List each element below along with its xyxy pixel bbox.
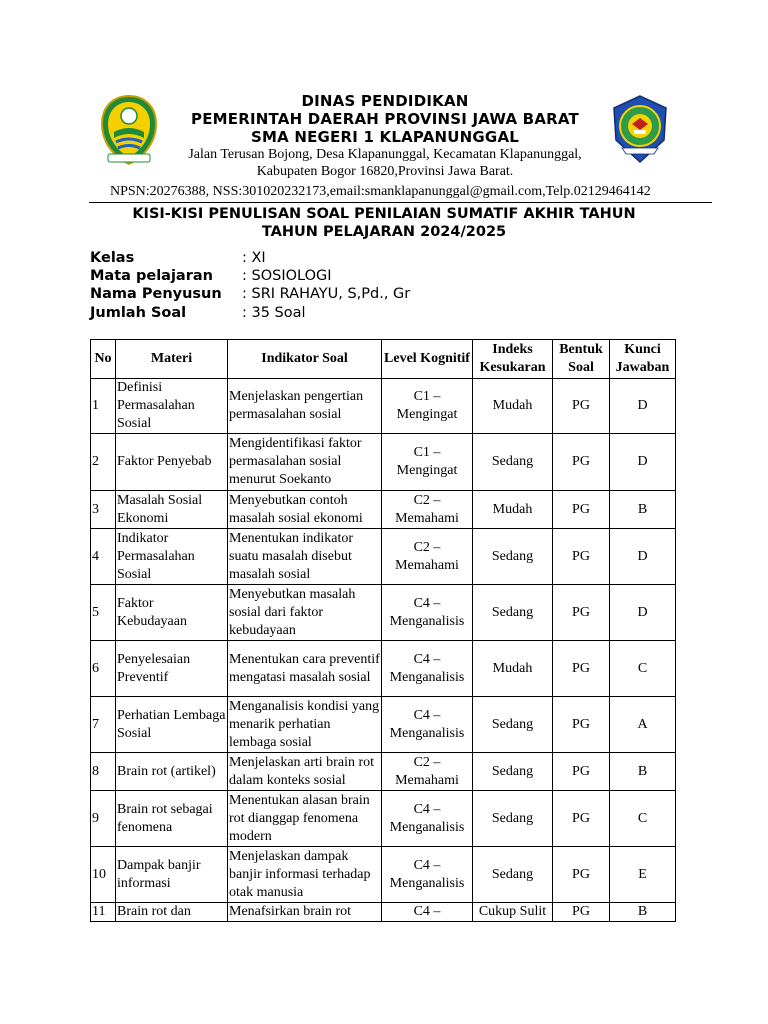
cell-indeks: Sedang bbox=[473, 753, 553, 791]
cell-materi: Masalah Sosial Ekonomi bbox=[116, 491, 228, 529]
info-row-mapel bbox=[90, 267, 410, 285]
cell-indeks: Sedang bbox=[473, 434, 553, 491]
cell-level: C1 – Mengingat bbox=[382, 379, 473, 434]
cell-indikator: Menyebutkan masalah sosial dari faktor kebudayaan bbox=[228, 585, 382, 641]
header-no: No bbox=[91, 340, 116, 379]
cell-no: 9 bbox=[91, 791, 116, 847]
info-label: Kelas bbox=[90, 250, 135, 266]
table-row bbox=[91, 753, 676, 791]
cell-kunci: B bbox=[610, 903, 676, 922]
cell-materi: Brain rot sebagai fenomena bbox=[116, 791, 228, 847]
cell-indikator: Menentukan cara preventif mengatasi masalah sosial bbox=[228, 641, 382, 697]
cell-indikator: Mengidentifikasi faktor permasalahan sosial menurut Soekanto bbox=[228, 434, 382, 491]
cell-bentuk: PG bbox=[553, 753, 610, 791]
cell-level: C4 – Menganalisis bbox=[382, 697, 473, 753]
cell-level: C4 – bbox=[382, 903, 473, 922]
letterhead-address-2: Kabupaten Bogor 16820,Provinsi Jawa Barat. bbox=[256, 164, 514, 179]
cell-materi: Faktor Penyebab bbox=[116, 434, 228, 491]
kisi-kisi-table bbox=[90, 339, 676, 922]
document-title bbox=[89, 206, 679, 241]
cell-kunci: D bbox=[610, 585, 676, 641]
cell-kunci: E bbox=[610, 847, 676, 903]
cell-bentuk: PG bbox=[553, 434, 610, 491]
cell-no: 2 bbox=[91, 434, 116, 491]
header-bentuk: Bentuk Soal bbox=[553, 340, 610, 379]
letterhead-divider bbox=[89, 202, 712, 203]
info-value: : SOSIOLOGI bbox=[242, 268, 332, 285]
cell-bentuk: PG bbox=[553, 847, 610, 903]
cell-kunci: D bbox=[610, 434, 676, 491]
info-row-jumlah bbox=[90, 304, 410, 322]
cell-bentuk: PG bbox=[553, 791, 610, 847]
cell-level: C1 – Mengingat bbox=[382, 434, 473, 491]
cell-indikator: Menentukan alasan brain rot dianggap fenomena modern bbox=[228, 791, 382, 847]
cell-indikator: Menafsirkan brain rot bbox=[228, 903, 382, 922]
table-row bbox=[91, 847, 676, 903]
cell-no: 8 bbox=[91, 753, 116, 791]
cell-indikator: Menganalisis kondisi yang menarik perhatian lembaga sosial bbox=[228, 697, 382, 753]
table-header-row bbox=[91, 340, 676, 379]
header-level: Level Kognitif bbox=[382, 340, 473, 379]
table-row bbox=[91, 434, 676, 491]
letterhead bbox=[80, 92, 690, 199]
cell-materi: Perhatian Lembaga Sosial bbox=[116, 697, 228, 753]
cell-indeks: Sedang bbox=[473, 847, 553, 903]
cell-materi: Brain rot dan bbox=[116, 903, 228, 922]
cell-no: 11 bbox=[91, 903, 116, 922]
cell-kunci: B bbox=[610, 491, 676, 529]
cell-no: 1 bbox=[91, 379, 116, 434]
document-title-line-2: TAHUN PELAJARAN 2024/2025 bbox=[261, 223, 507, 240]
document-title-line-1: KISI-KISI PENULISAN SOAL PENILAIAN SUMATIF AKHIR TAHUN bbox=[132, 206, 636, 222]
cell-indeks: Mudah bbox=[473, 379, 553, 434]
cell-kunci: B bbox=[610, 753, 676, 791]
cell-no: 4 bbox=[91, 529, 116, 585]
letterhead-agency: DINAS PENDIDIKAN bbox=[301, 92, 469, 110]
table-row bbox=[91, 585, 676, 641]
cell-bentuk: PG bbox=[553, 491, 610, 529]
table-row bbox=[91, 529, 676, 585]
cell-bentuk: PG bbox=[553, 529, 610, 585]
cell-level: C2 – Memahami bbox=[382, 529, 473, 585]
cell-level: C4 – Menganalisis bbox=[382, 641, 473, 697]
cell-materi: Definisi Permasalahan Sosial bbox=[116, 379, 228, 434]
cell-level: C2 – Memahami bbox=[382, 753, 473, 791]
document-info bbox=[90, 249, 410, 322]
cell-kunci: D bbox=[610, 379, 676, 434]
cell-kunci: A bbox=[610, 697, 676, 753]
cell-indeks: Mudah bbox=[473, 491, 553, 529]
info-value: : SRI RAHAYU, S,Pd., Gr bbox=[242, 286, 411, 303]
info-value: : XI bbox=[242, 250, 266, 266]
letterhead-government: PEMERINTAH DAERAH PROVINSI JAWA BARAT bbox=[191, 110, 579, 128]
cell-indeks: Mudah bbox=[473, 641, 553, 697]
info-label: Nama Penyusun bbox=[90, 286, 222, 303]
table-row bbox=[91, 791, 676, 847]
cell-level: C2 – Memahami bbox=[382, 491, 473, 529]
cell-materi: Brain rot (artikel) bbox=[116, 753, 228, 791]
letterhead-school: SMA NEGERI 1 KLAPANUNGGAL bbox=[250, 128, 520, 146]
cell-kunci: C bbox=[610, 791, 676, 847]
table-row bbox=[91, 697, 676, 753]
cell-bentuk: PG bbox=[553, 903, 610, 922]
header-kunci: Kunci Jawaban bbox=[610, 340, 676, 379]
header-indeks: Indeks Kesukaran bbox=[473, 340, 553, 379]
cell-materi: Dampak banjir informasi bbox=[116, 847, 228, 903]
header-materi: Materi bbox=[116, 340, 228, 379]
cell-kunci: C bbox=[610, 641, 676, 697]
table-row bbox=[91, 491, 676, 529]
cell-indikator: Menentukan indikator suatu masalah disebut masalah sosial bbox=[228, 529, 382, 585]
cell-materi: Faktor Kebudayaan bbox=[116, 585, 228, 641]
cell-indikator: Menjelaskan arti brain rot dalam konteks sosial bbox=[228, 753, 382, 791]
cell-kunci: D bbox=[610, 529, 676, 585]
info-value: : 35 Soal bbox=[242, 304, 306, 321]
info-row-kelas bbox=[90, 249, 410, 267]
header-indikator: Indikator Soal bbox=[228, 340, 382, 379]
table-row bbox=[91, 903, 676, 922]
cell-materi: Indikator Permasalahan Sosial bbox=[116, 529, 228, 585]
letterhead-address-1: Jalan Terusan Bojong, Desa Klapanunggal, Kecamatan Klapanunggal, bbox=[188, 147, 582, 162]
cell-indikator: Menjelaskan dampak banjir informasi terhadap otak manusia bbox=[228, 847, 382, 903]
cell-level: C4 – Menganalisis bbox=[382, 847, 473, 903]
cell-no: 10 bbox=[91, 847, 116, 903]
info-label: Jumlah Soal bbox=[90, 304, 187, 321]
cell-no: 3 bbox=[91, 491, 116, 529]
cell-bentuk: PG bbox=[553, 641, 610, 697]
cell-no: 6 bbox=[91, 641, 116, 697]
info-row-penyusun bbox=[90, 285, 410, 303]
cell-indeks: Sedang bbox=[473, 529, 553, 585]
table-row bbox=[91, 641, 676, 697]
cell-level: C4 – Menganalisis bbox=[382, 791, 473, 847]
cell-indeks: Sedang bbox=[473, 697, 553, 753]
cell-indeks: Sedang bbox=[473, 585, 553, 641]
cell-bentuk: PG bbox=[553, 697, 610, 753]
cell-indikator: Menyebutkan contoh masalah sosial ekonomi bbox=[228, 491, 382, 529]
cell-no: 7 bbox=[91, 697, 116, 753]
cell-indikator: Menjelaskan pengertian permasalahan sosial bbox=[228, 379, 382, 434]
cell-bentuk: PG bbox=[553, 379, 610, 434]
table-row bbox=[91, 379, 676, 434]
letterhead-contact: NPSN:20276388, NSS:301020232173,email:smanklapanunggal@gmail.com,Telp.02129464142 bbox=[110, 184, 651, 199]
cell-indeks: Cukup Sulit bbox=[473, 903, 553, 922]
cell-indeks: Sedang bbox=[473, 791, 553, 847]
cell-materi: Penyelesaian Preventif bbox=[116, 641, 228, 697]
cell-level: C4 – Menganalisis bbox=[382, 585, 473, 641]
cell-bentuk: PG bbox=[553, 585, 610, 641]
info-label: Mata pelajaran bbox=[90, 268, 213, 285]
cell-no: 5 bbox=[91, 585, 116, 641]
